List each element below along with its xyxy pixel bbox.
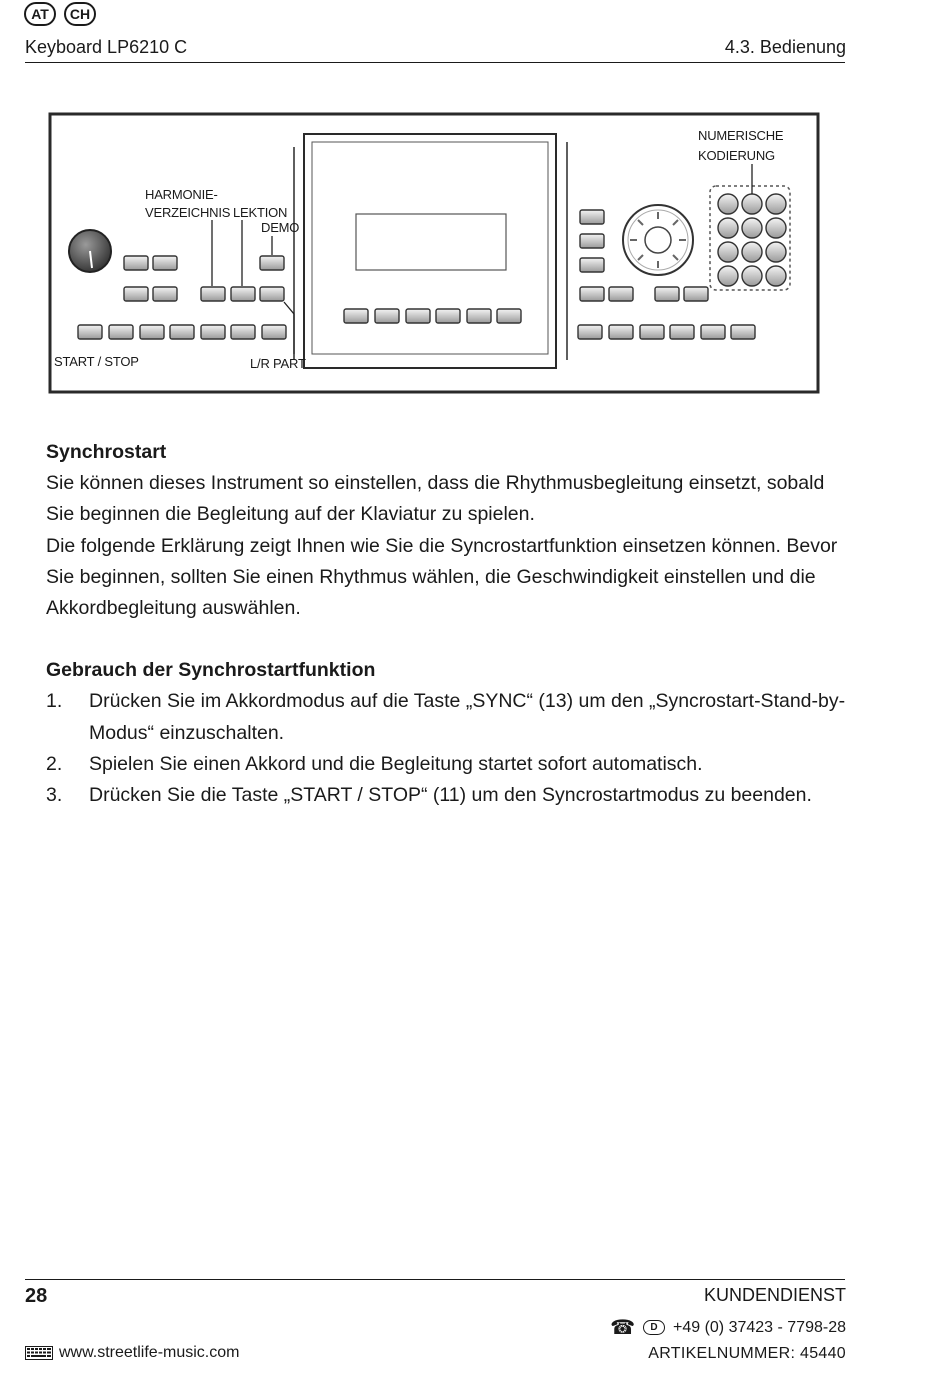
label-verzeichnis: VERZEICHNIS bbox=[145, 205, 231, 220]
main-content bbox=[46, 437, 846, 811]
page-number: 28 bbox=[25, 1285, 48, 1307]
country-badge-ch: CH bbox=[64, 2, 96, 26]
article-number: ARTIKELNUMMER: 45440 bbox=[648, 1345, 846, 1362]
phone-number: +49 (0) 37423 - 7798-28 bbox=[672, 1318, 846, 1336]
heading-usage: Gebrauch der Synchrostartfunktion bbox=[46, 659, 376, 682]
label-kodierung: KODIERUNG bbox=[698, 148, 775, 163]
heading-synchrostart: Synchrostart bbox=[46, 441, 167, 463]
list-item bbox=[46, 686, 846, 748]
list-text: Drücken Sie die Taste „START / STOP“ (11) um den Syncrostartmodus zu beenden. bbox=[89, 784, 812, 807]
website-link[interactable]: www.streetlife-music.com bbox=[59, 1344, 240, 1361]
country-badges bbox=[24, 2, 96, 26]
footer-divider bbox=[25, 1279, 845, 1280]
keyboard-panel-figure bbox=[48, 112, 820, 394]
section-title: 4.3. Bedienung bbox=[724, 37, 846, 57]
service-label: KUNDENDIENST bbox=[703, 1285, 846, 1305]
list-item bbox=[46, 749, 846, 780]
label-demo: DEMO bbox=[261, 220, 300, 235]
keyboard-icon bbox=[25, 1346, 53, 1360]
list-item bbox=[46, 780, 846, 811]
website-row bbox=[25, 1344, 239, 1362]
label-lr-part: L/R PART bbox=[250, 356, 306, 371]
country-badge-at: AT bbox=[24, 2, 56, 26]
list-text: Spielen Sie einen Akkord und die Begleitung startet sofort automatisch. bbox=[89, 752, 703, 775]
label-numerische: NUMERISCHE bbox=[698, 128, 784, 143]
telephone-icon: ☎ bbox=[610, 1317, 635, 1339]
header-divider bbox=[25, 62, 845, 63]
paragraph-explanation: Die folgende Erklärung zeigt Ihnen wie Sie die Syncrostartfunktion einsetzen können. Bevor Sie beginnen, sollten Sie einen Rhythmus wählen, die Geschwindigkeit einstellen und die Akkordbegleitung auswählen. bbox=[46, 534, 838, 620]
list-text: Drücken Sie im Akkordmodus auf die Taste „SYNC“ (13) um den „Syncrostart-Stand-by-Modus“ einzuschalten. bbox=[89, 690, 846, 744]
document-title: Keyboard LP6210 C bbox=[25, 37, 188, 57]
phone-row bbox=[610, 1315, 846, 1340]
list-number: 2. bbox=[46, 752, 63, 775]
paragraph-intro: Sie können dieses Instrument so einstellen, dass die Rhythmusbegleitung einsetzt, sobald Sie beginnen die Begleitung auf der Klaviatur zu spielen. bbox=[46, 472, 825, 526]
list-number: 3. bbox=[46, 784, 63, 807]
label-lektion: LEKTION bbox=[233, 205, 288, 220]
label-harmonie: HARMONIE- bbox=[145, 187, 218, 202]
country-d-icon: D bbox=[643, 1320, 665, 1335]
label-start-stop: START / STOP bbox=[54, 354, 139, 369]
list-number: 1. bbox=[46, 690, 63, 713]
